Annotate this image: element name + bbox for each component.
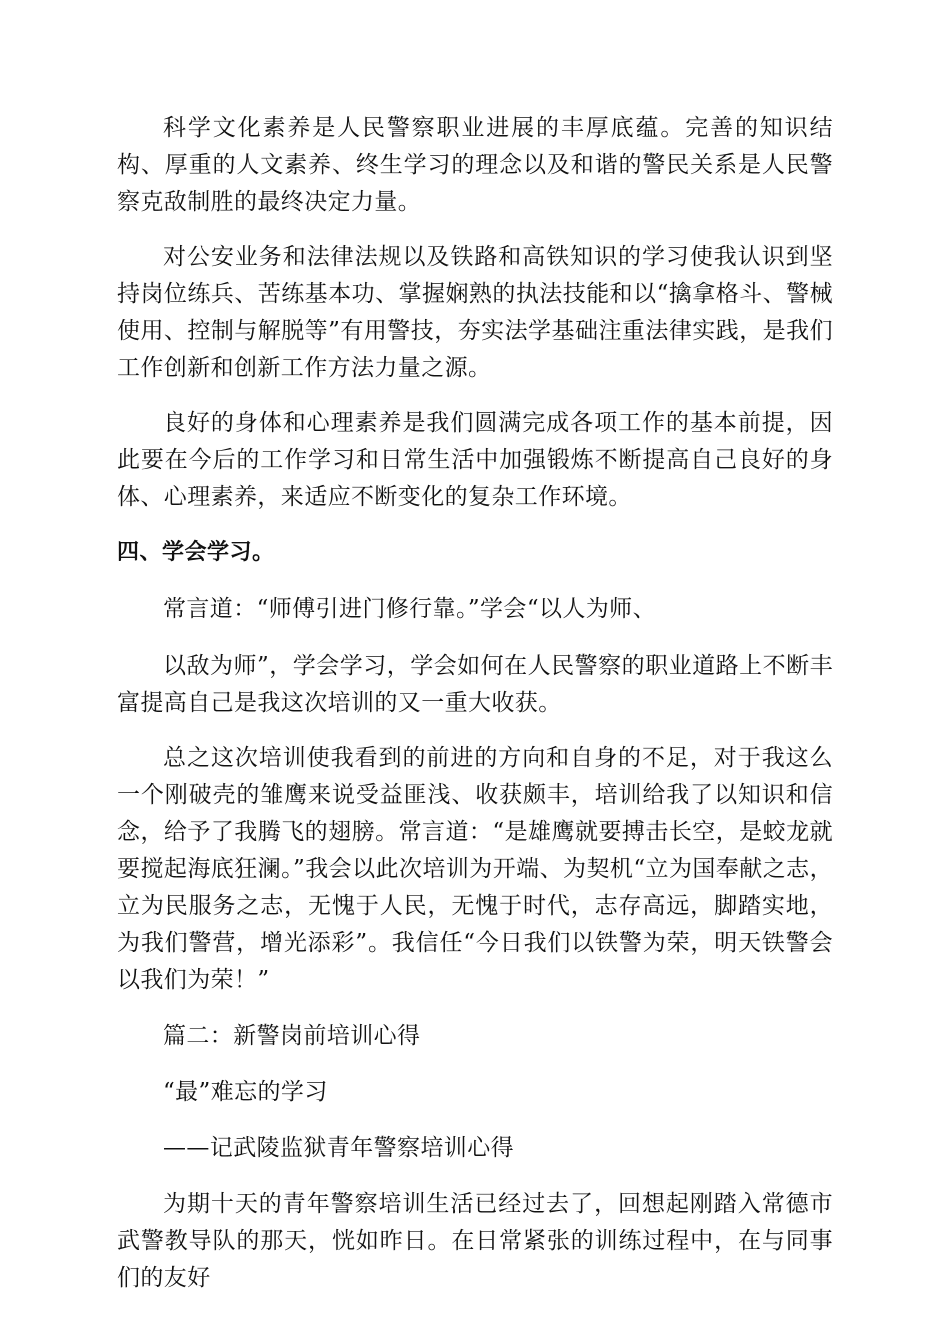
paragraph-summary: 总之这次培训使我看到的前进的方向和自身的不足，对于我这么一个刚破壳的雏鹰来说受益匪浅、收获颇丰，培训给我了以知识和信念，给予了我腾飞的翅膀。常言道：“是雄鹰就要搏击长空，是蛟龙就要搅起海底狂澜。”我会以此次培训为开端、为契机“立为国奉献之志，立为民服务之志，无愧于人民，无愧于时代，志存高远，脚踏实地，为我们警营，增光添彩”。我信任“今日我们以铁警为荣，明天铁警会以我们为荣！”	[117, 745, 833, 993]
paragraph-learn-continued: 以敌为师”，学会学习，学会如何在人民警察的职业道路上不断丰富提高自己是我这次培训的又一重大收获。	[117, 653, 833, 716]
article-two-byline: ——记武陵监狱青年警察培训心得	[163, 1135, 514, 1161]
article-two-title: 篇二：新警岗前培训心得	[163, 1023, 421, 1049]
paragraph-training-intro: 为期十天的青年警察培训生活已经过去了，回想起刚踏入常德市武警教导队的那天，恍如昨日。在日常紧张的训练过程中，在与同事们的友好	[117, 1191, 833, 1291]
section-heading-learn: 四、学会学习。	[117, 540, 275, 565]
document-page	[117, 110, 833, 1297]
paragraph-physical-mental: 良好的身体和心理素养是我们圆满完成各项工作的基本前提，因此要在今后的工作学习和日常生活中加强锻炼不断提高自己良好的身体、心理素养，来适应不断变化的复杂工作环境。	[117, 410, 833, 510]
paragraph-legal-study: 对公安业务和法律法规以及铁路和高铁知识的学习使我认识到坚持岗位练兵、苦练基本功、掌握娴熟的执法技能和以“擒拿格斗、警械使用、控制与解脱等”有用警技，夯实法学基础注重法律实践，是我们工作创新和创新工作方法力量之源。	[117, 244, 833, 381]
paragraph-science-culture: 科学文化素养是人民警察职业进展的丰厚底蕴。完善的知识结构、厚重的人文素养、终生学习的理念以及和谐的警民关系是人民警察克敌制胜的最终决定力量。	[117, 115, 833, 215]
article-two-subtitle: “最”难忘的学习	[163, 1079, 328, 1105]
paragraph-proverb: 常言道：“师傅引进门修行靠。”学会“以人为师、	[163, 596, 656, 622]
